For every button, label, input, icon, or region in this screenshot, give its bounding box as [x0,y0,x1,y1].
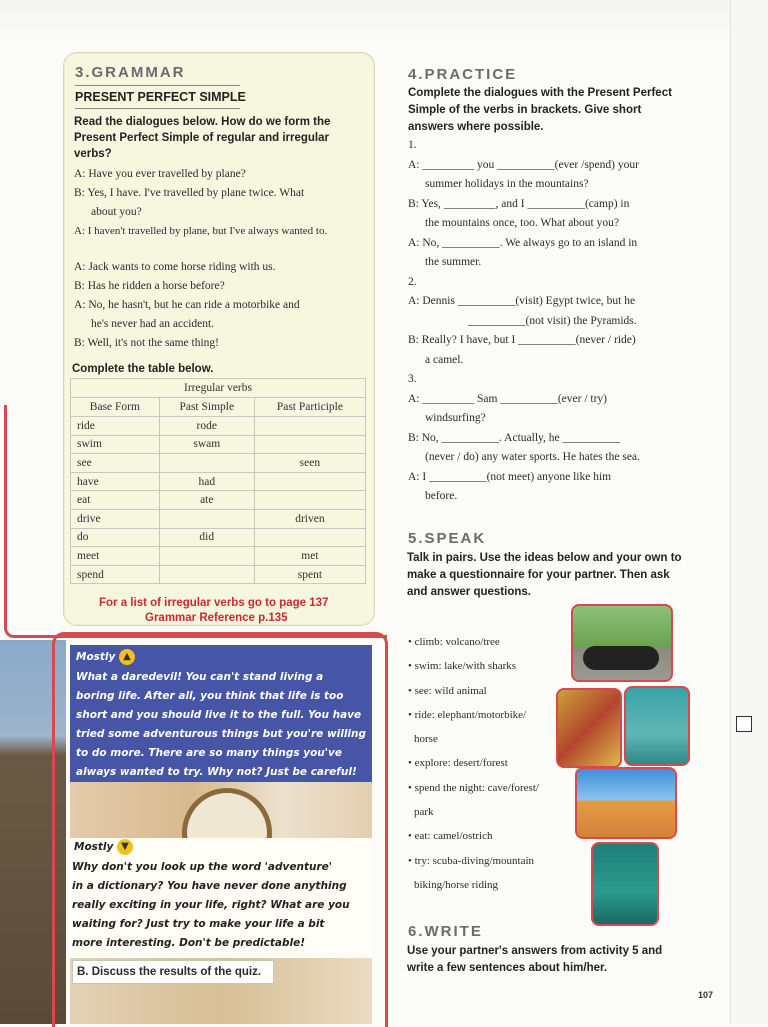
practice-line: B: No, __________. Actually, he __________ [408,431,620,444]
instruction-line: Simple of the verbs in brackets. Give short [408,104,642,116]
practice-line: before. [425,490,458,502]
table-cell: see [71,454,160,473]
mostly-label: Mostly [74,841,114,853]
quiz-line: tried some adventurous things but you're willing [76,728,367,740]
quiz-line: waiting for? Just try to make your life a bit [72,918,325,930]
practice-line: __________(not visit) the Pyramids. [468,314,637,327]
grammar-intro [74,114,374,162]
table-cell: drive [71,509,160,528]
practice-instruction [408,85,718,136]
practice-line: the summer. [425,256,482,268]
table-row [71,528,366,547]
table-header-row [71,398,366,417]
instruction-line: write a few sentences about him/her. [407,962,608,974]
table-row [71,491,366,510]
thumbs-down-icon: ▼ [117,839,133,855]
list-item: biking/horse riding [414,878,499,891]
dialogue-line: A: Jack wants to come horse riding with us. [74,261,276,273]
practice-line: A: I __________(not meet) anyone like him [408,470,612,483]
quiz-result-2-text [72,858,372,953]
dialogue-line: A: I haven't travelled by plane, but I've always wanted to. [74,225,328,237]
dialogue-line: A: Have you ever travelled by plane? [74,168,246,180]
grammar-intro-line: verbs? [74,148,112,160]
list-item: • spend the night: cave/forest/ [408,781,539,794]
instruction-line: and answer questions. [407,586,531,598]
table-row [71,435,366,454]
quiz-line: What a daredevil! You can't stand living a [76,671,324,683]
list-item: park [414,806,434,819]
grammar-title-rule [75,85,240,86]
instruction-line: make a questionnaire for your partner. Then ask [407,569,670,581]
quiz-line: really exciting in your life, right? What are you [72,899,350,911]
quiz-line: boring life. After all, you think that life is too [76,690,344,702]
tree-climb-photo [556,688,622,768]
table-row [71,454,366,473]
quiz-line: short and you should live it to the full. You have [76,709,362,721]
practice-line: 3. [408,373,417,385]
table-row [71,417,366,436]
table-cell: swam [159,435,254,454]
quiz-line: always wanted to try. Why not? Just be careful! [76,766,357,778]
dialogue-line: he's never had an accident. [91,318,215,330]
page-tab-marker [736,716,752,732]
table-cell [159,454,254,473]
grammar-subtitle-rule [75,108,240,109]
grammar-reference: Grammar Reference p.135 [145,612,288,624]
list-item: • swim: lake/with sharks [408,660,517,673]
dialogue-line: B: Has he ridden a horse before? [74,280,225,292]
mostly-label: Mostly [76,651,116,663]
practice-line: summer holidays in the mountains? [425,178,589,190]
table-cell [254,528,365,547]
table-caption-row [71,379,366,398]
practice-line: the mountains once, too. What about you? [425,217,619,229]
table-cell: had [159,472,254,491]
list-item: • try: scuba-diving/mountain [408,854,535,867]
page-right-edge [730,0,768,1024]
table-cell [159,547,254,566]
dialogue-line: about you? [91,206,142,218]
table-instruction: Complete the table below. [72,363,214,375]
swim-photo [624,686,690,766]
table-cell: ate [159,491,254,510]
table-cell: driven [254,509,365,528]
table-header: Base Form [71,398,160,417]
write-instruction [407,943,727,977]
practice-dialogues [408,136,718,507]
table-cell [254,472,365,491]
practice-line: A: _________ you __________(ever /spend) your [408,158,639,171]
table-row [71,509,366,528]
desert-photo [575,767,677,839]
page-top-shadow [0,0,768,40]
practice-line: A: No, __________. We always go to an island in [408,236,638,249]
practice-line: (never / do) any water sports. He hates the sea. [425,451,640,463]
table-cell: swim [71,435,160,454]
table-caption: Irregular verbs [71,379,366,398]
irregular-verbs-reference: For a list of irregular verbs go to page 137 [99,597,329,609]
practice-line: 1. [408,139,417,151]
thumbs-up-icon: ▲ [119,649,135,665]
instruction-line: Use your partner's answers from activity 5 and [407,945,663,957]
list-item: • see: wild animal [408,684,487,697]
practice-line: A: _________ Sam __________(ever / try) [408,392,607,405]
quiz-result-1-text [76,668,372,782]
table-cell [254,435,365,454]
table-row [71,547,366,566]
page-number: 107 [698,990,714,1000]
table-cell: spent [254,565,365,584]
dialogue-line: B: Yes, I have. I've travelled by plane twice. What [74,187,305,199]
practice-line: a camel. [425,353,464,366]
table-cell [159,509,254,528]
table-cell [254,417,365,436]
table-cell: spend [71,565,160,584]
list-item: horse [414,733,438,746]
speak-instruction [407,550,727,601]
table-cell: have [71,472,160,491]
quiz-line: to do more. There are so many things you've [76,747,342,759]
table-cell: eat [71,491,160,510]
write-title: 6.WRITE [408,923,483,940]
speak-title: 5.SPEAK [408,530,487,547]
motorbike-photo [571,604,673,682]
table-cell: do [71,528,160,547]
table-row [71,565,366,584]
list-item: • ride: elephant/motorbike/ [408,708,527,721]
list-item: • explore: desert/forest [408,757,508,770]
table-header: Past Simple [159,398,254,417]
table-header: Past Participle [254,398,365,417]
table-row [71,472,366,491]
list-item: • climb: volcano/tree [408,636,500,648]
instruction-line: Complete the dialogues with the Present Perfect [408,87,672,99]
practice-line: B: Really? I have, but I __________(never / ride) [408,334,636,346]
table-cell: seen [254,454,365,473]
dialogue-line: A: No, he hasn't, but he can ride a motorbike and [74,299,300,311]
scuba-photo [591,842,659,926]
quiz-line: Why don't you look up the word 'adventure' [72,861,332,873]
table-cell: meet [71,547,160,566]
grammar-intro-line: Read the dialogues below. How do we form the [74,116,331,128]
grammar-subtitle: PRESENT PERFECT SIMPLE [75,90,246,104]
practice-line: A: Dennis __________(visit) Egypt twice, but he [408,295,636,307]
grammar-dialogue-2 [74,258,374,353]
grammar-title: 3.GRAMMAR [75,64,186,81]
table-cell [254,491,365,510]
quiz-line: more interesting. Don't be predictable! [72,937,305,949]
speak-ideas-list [408,630,568,897]
quiz-result-2-heading [74,838,133,857]
table-cell: met [254,547,365,566]
discuss-quiz-label: B. Discuss the results of the quiz. [72,960,274,984]
dialogue-line: B: Well, it's not the same thing! [74,337,219,349]
quiz-line: in a dictionary? You have never done anything [72,880,347,892]
quiz-result-1-heading [76,648,135,667]
practice-line: 2. [408,275,417,288]
motorbike-icon [583,646,659,670]
practice-line: windsurfing? [425,412,486,424]
table-cell [159,565,254,584]
practice-line: B: Yes, _________, and I __________(camp) in [408,197,630,210]
table-cell: ride [71,417,160,436]
table-cell: did [159,528,254,547]
irregular-verbs-table [70,378,366,584]
instruction-line: Talk in pairs. Use the ideas below and your own to [407,552,682,564]
grammar-dialogue-1 [74,165,374,241]
instruction-line: answers where possible. [408,121,544,133]
practice-title: 4.PRACTICE [408,66,518,83]
table-cell: rode [159,417,254,436]
grammar-intro-line: Present Perfect Simple of regular and irregular [74,132,329,144]
list-item: • eat: camel/ostrich [408,830,493,843]
